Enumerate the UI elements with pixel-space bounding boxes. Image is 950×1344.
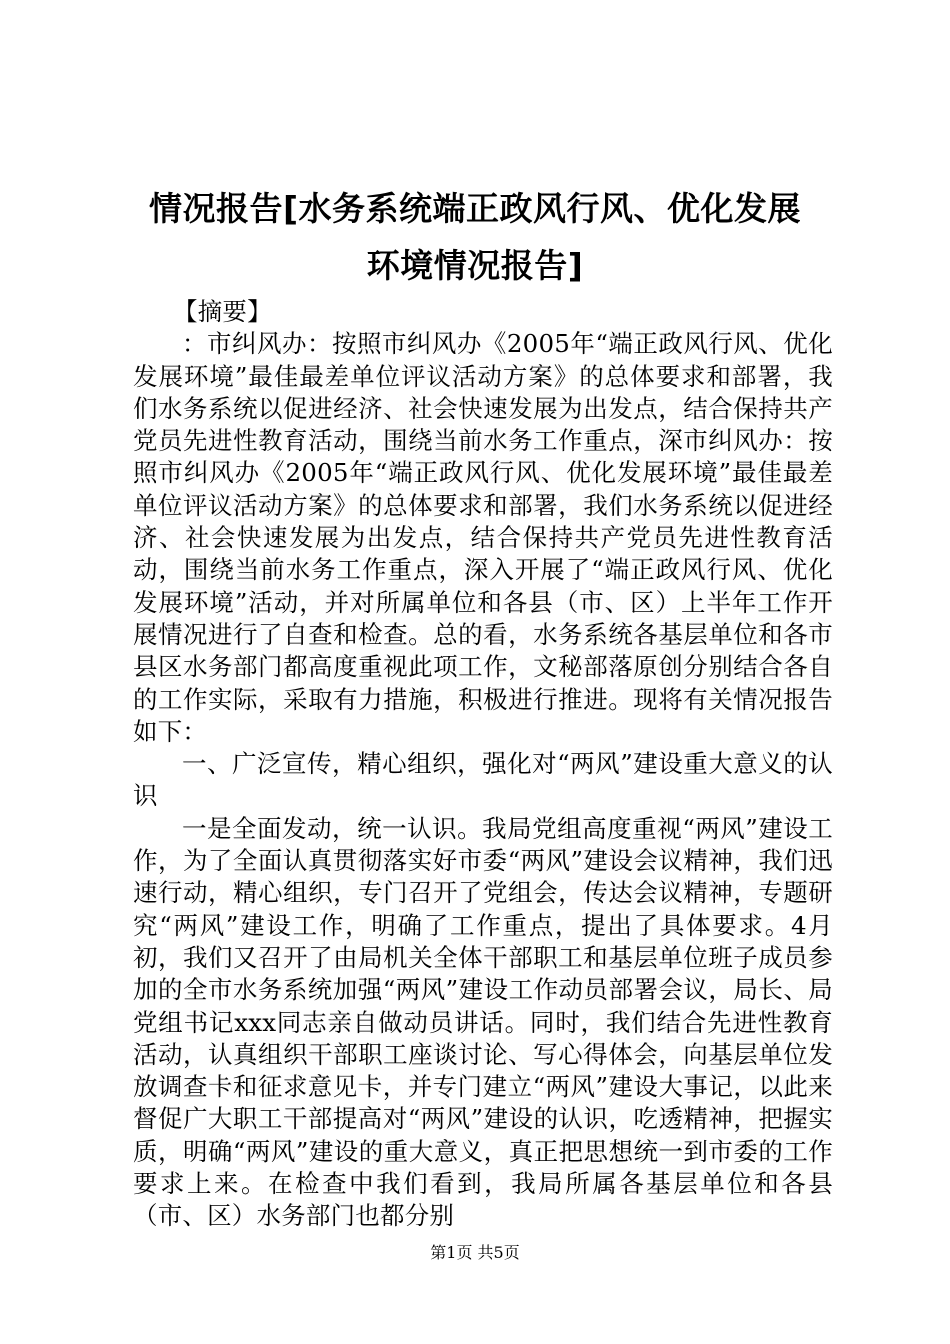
body-paragraph: 一是全面发动，统一认识。我局党组高度重视“两风”建设工作，为了全面认真贯彻落实好市委“两风”建设会议精神，我们迅速行动，精心组织，专门召开了党组会，传达会议精神，专题研究“两风”建设工作，明确了工作重点，提出了具体要求。4月初，我们又召开了由局机关全体干部职工和基层单位班子成员参加的全市水务系统加强“两风”建设工作动员部署会议，局长、局党组书记xxx同志亲自做动员讲话。同时，我们结合先进性教育活动，认真组织干部职工座谈讨论、写心得体会，向基层单位发放调查卡和征求意见卡，并专门建立“两风”建设大事记，以此来督促广大职工干部提高对“两风”建设的认识，吃透精神，把握实质，明确“两风”建设的重大意义，真正把思想统一到市委的工作要求上来。在检查中我们看到，我局所属各基层单位和各县（市、区）水务部门也都分别 bbox=[133, 813, 833, 1231]
document-body bbox=[133, 296, 833, 1233]
abstract-label: 【摘要】 bbox=[173, 297, 272, 326]
page-footer bbox=[0, 1243, 950, 1263]
section-heading: 一、广泛宣传，精心组织，强化对“两风”建设重大意义的认识 bbox=[133, 749, 833, 811]
body-paragraph: ：市纠风办：按照市纠风办《2005年“端正政风行风、优化发展环境”最佳最差单位评议活动方案》的总体要求和部署，我们水务系统以促进经济、社会快速发展为出发点，结合保持共产党员先进性教育活动，围绕当前水务工作重点，深市纠风办：按照市纠风办《2005年“端正政风行风、优化发展环境”最佳最差单位评议活动方案》的总体要求和部署，我们水务系统以促进经济、社会快速发展为出发点，结合保持共产党员先进性教育活动，围绕当前水务工作重点，深入开展了“端正政风行风、优化发展环境”活动，并对所属单位和各县（市、区）上半年工作开展情况进行了自查和检查。总的看，水务系统各基层单位和各市县区水务部门都高度重视此项工作，文秘部落原创分别结合各自的工作实际，采取有力措施，积极进行推进。现将有关情况报告如下： bbox=[133, 329, 833, 746]
page-number: 第1页 共5页 bbox=[430, 1243, 520, 1262]
title-line-2: 环境情况报告] bbox=[366, 246, 584, 285]
document-title bbox=[120, 180, 830, 294]
title-line-1: 情况报告[水务系统端正政风行风、优化发展 bbox=[148, 189, 802, 228]
